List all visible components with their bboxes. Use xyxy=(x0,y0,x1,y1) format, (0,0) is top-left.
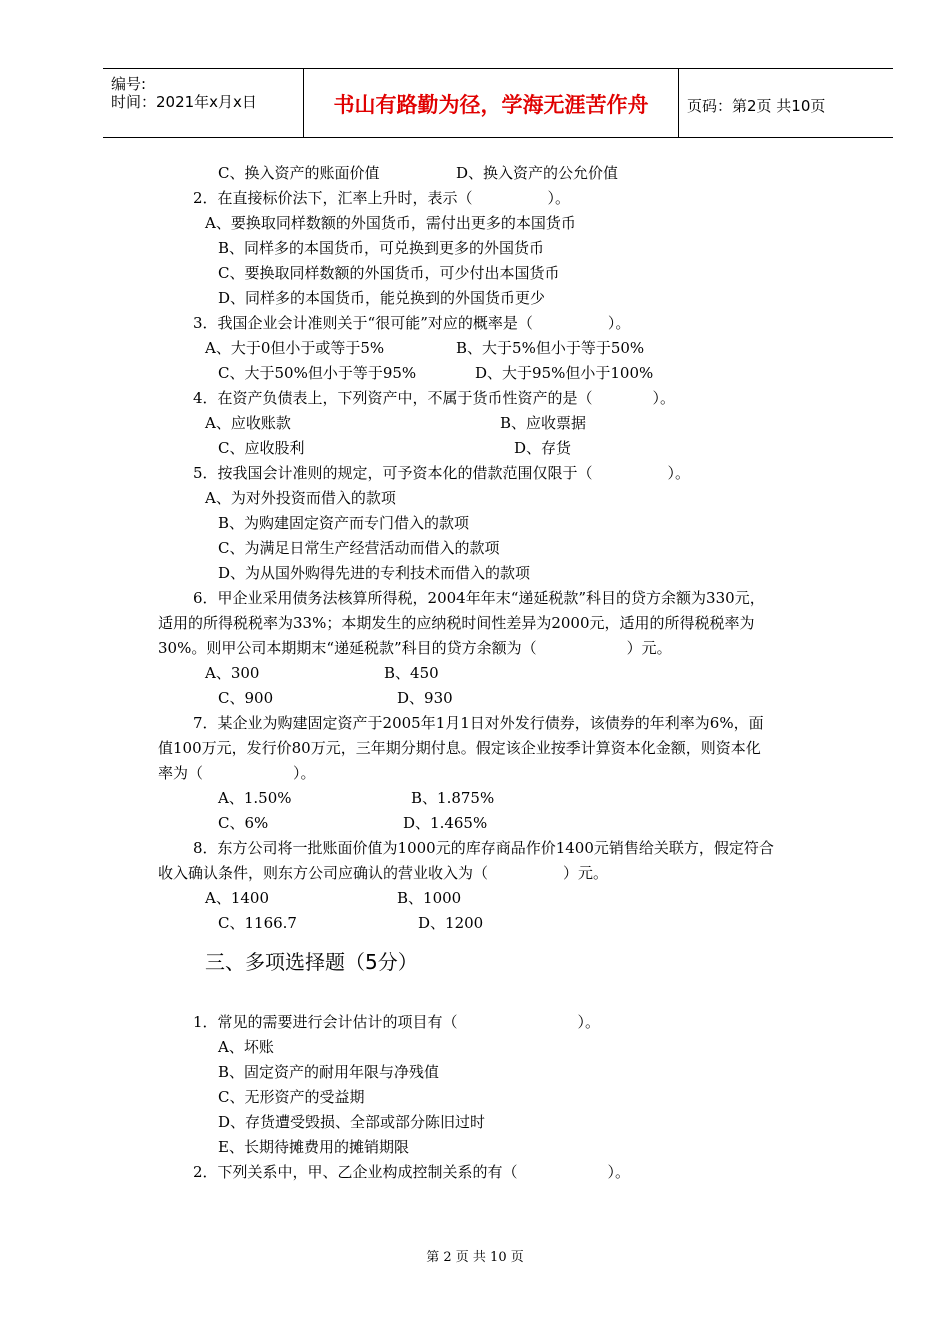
question-line: 2．下列关系中，甲、乙企业构成控制关系的有（ ）。 xyxy=(193,1163,631,1181)
option-line: A、1.50% xyxy=(218,789,292,807)
option-line: D、存货遭受毁损、全部或部分陈旧过时 xyxy=(218,1113,486,1131)
option-line: D、1200 xyxy=(418,914,484,932)
option-line: C、要换取同样数额的外国货币，可少付出本国货币 xyxy=(218,264,560,282)
question-line: 2．在直接标价法下，汇率上升时，表示（ ）。 xyxy=(193,189,571,207)
option-line: D、1.465% xyxy=(403,814,488,832)
option-line: D、930 xyxy=(397,689,453,707)
header-motto-cell xyxy=(303,69,679,137)
option-line: C、换入资产的账面价值 xyxy=(218,164,380,182)
header-page-cell xyxy=(678,69,893,137)
option-line: B、1000 xyxy=(397,889,462,907)
header-meta-cell xyxy=(103,69,303,137)
option-line: D、换入资产的公允价值 xyxy=(456,164,619,182)
option-line: C、为满足日常生产经营活动而借入的款项 xyxy=(218,539,500,557)
option-line: A、300 xyxy=(205,664,260,682)
option-line: A、应收账款 xyxy=(205,414,291,432)
option-line: D、为从国外购得先进的专利技术而借入的款项 xyxy=(218,564,531,582)
option-line: A、为对外投资而借入的款项 xyxy=(205,489,396,507)
option-line: A、1400 xyxy=(205,889,270,907)
question-line: 30%。则甲公司本期期末“递延税款”科目的贷方余额为（ ）元。 xyxy=(158,639,672,657)
question-line: 值100万元，发行价80万元，三年期分期付息。假定该企业按季计算资本化金额，则资本化 xyxy=(158,739,761,757)
option-line: C、1166.7 xyxy=(218,914,297,932)
document-number-label: 编号: xyxy=(111,75,147,93)
question-line: 1．常见的需要进行会计估计的项目有（ ）。 xyxy=(193,1013,601,1031)
option-line: B、同样多的本国货币，可兑换到更多的外国货币 xyxy=(218,239,545,257)
option-line: B、450 xyxy=(384,664,439,682)
option-line: B、固定资产的耐用年限与净残值 xyxy=(218,1063,440,1081)
section-heading: 三、多项选择题（5分） xyxy=(205,950,418,974)
question-line: 8．东方公司将一批账面价值为1000元的库存商品作价1400元销售给关联方，假定符合 xyxy=(193,839,774,857)
option-line: A、大于0但小于或等于5% xyxy=(205,339,385,357)
option-line: A、要换取同样数额的外国货币，需付出更多的本国货币 xyxy=(205,214,576,232)
question-line: 7．某企业为购建固定资产于2005年1月1日对外发行债券，该债券的年利率为6%，面 xyxy=(193,714,764,732)
option-line: C、大于50%但小于等于95% xyxy=(218,364,417,382)
option-line: E、长期待摊费用的摊销期限 xyxy=(218,1138,409,1156)
page-header xyxy=(103,68,893,138)
option-line: C、6% xyxy=(218,814,269,832)
header-motto: 书山有路勤为径，学海无涯苦作舟 xyxy=(333,93,649,117)
option-line: B、为购建固定资产而专门借入的款项 xyxy=(218,514,470,532)
question-line: 5．按我国会计准则的规定，可予资本化的借款范围仅限于（ ）。 xyxy=(193,464,691,482)
option-line: D、大于95%但小于100% xyxy=(475,364,654,382)
question-line: 6．甲企业采用债务法核算所得税，2004年年末“递延税款”科目的贷方余额为330元， xyxy=(193,589,765,607)
question-line: 3．我国企业会计准则关于“很可能”对应的概率是（ ）。 xyxy=(193,314,631,332)
option-line: B、1.875% xyxy=(411,789,495,807)
question-line: 率为（ ）。 xyxy=(158,764,316,782)
option-line: B、应收票据 xyxy=(500,414,587,432)
option-line: D、存货 xyxy=(514,439,572,457)
option-line: A、坏账 xyxy=(218,1038,274,1056)
page-footer: 第 2 页 共 10 页 xyxy=(426,1250,524,1265)
option-line: D、同样多的本国货币，能兑换到的外国货币更少 xyxy=(218,289,546,307)
option-line: C、900 xyxy=(218,689,274,707)
option-line: C、应收股利 xyxy=(218,439,305,457)
question-line: 4．在资产负债表上，下列资产中，不属于货币性资产的是（ ）。 xyxy=(193,389,676,407)
option-line: B、大于5%但小于等于50% xyxy=(456,339,645,357)
option-line: C、无形资产的受益期 xyxy=(218,1088,365,1106)
document-time-label: 时间：2021年x月x日 xyxy=(111,93,257,111)
question-line: 适用的所得税税率为33%；本期发生的应纳税时间性差异为2000元，适用的所得税税率为 xyxy=(158,614,755,632)
header-page-number: 页码：第2页 共10页 xyxy=(687,97,826,115)
question-line: 收入确认条件，则东方公司应确认的营业收入为（ ）元。 xyxy=(158,864,609,882)
